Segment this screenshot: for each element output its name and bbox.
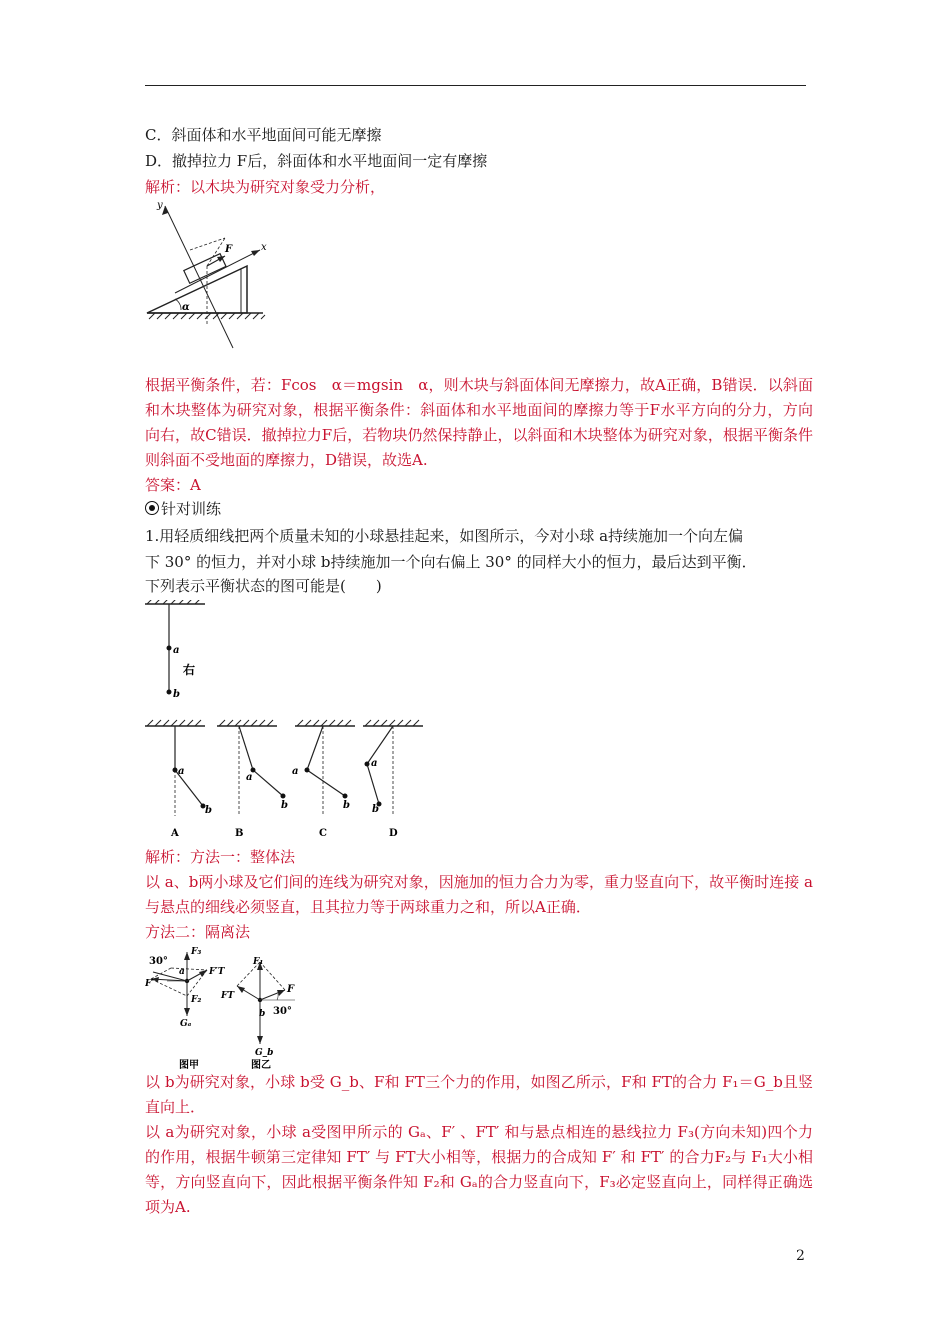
option-b-figure: [235, 726, 288, 839]
force-f-label: F: [225, 244, 233, 255]
f2-label: F₂: [191, 995, 202, 1005]
top-ball-a: a: [173, 645, 180, 656]
question1-line2: 下 30° 的恒力，并对小球 b持续施加一个向右偏上 30° 的同样大小的恒力，最后达到平衡．: [145, 553, 757, 571]
method1-heading: 解析：方法一：整体法: [145, 848, 296, 866]
training-heading-text: 针对训练: [161, 500, 222, 518]
analysis-body: 根据平衡条件，若：Fcos α＝mgsin α，则木块与斜面体间无摩擦力，故A正确，B错误．以斜面和木块整体为研究对象，根据平衡条件：斜面体和水平地面间的摩擦力等于F水平方向的分力，方向向右，故C错误．撤掉拉力F后，若物块仍然保持静止，以斜面和木块整体为研究对象，根据平衡条件则斜面不受地面的摩擦力，D错误，故选A.: [145, 376, 813, 469]
fprime-label: F′: [145, 979, 154, 989]
question1-line3: 下列表示平衡状态的图可能是( ): [145, 577, 382, 595]
x-axis-label: x: [261, 242, 267, 253]
option-d: D．撤掉拉力 F后，斜面体和水平地面间一定有摩擦: [145, 152, 488, 170]
question-setup-figure: [145, 600, 215, 709]
svg-text:b: b: [205, 805, 212, 816]
option-d-figure: [365, 726, 399, 839]
ball-a-label: a: [179, 967, 185, 977]
caption-yi: 图乙: [251, 1060, 271, 1069]
f3-label: F₃: [191, 947, 202, 957]
top-ball-b: b: [173, 689, 180, 700]
angle-b-label: 30°: [273, 1006, 292, 1017]
ftprime-label: F′T: [209, 967, 225, 977]
header-rule: [145, 85, 806, 86]
page-number: 2: [796, 1248, 805, 1264]
svg-text:a: a: [292, 766, 299, 777]
svg-text:b: b: [281, 800, 288, 811]
ft-label: FT: [221, 991, 235, 1001]
svg-text:b: b: [343, 800, 350, 811]
caption-jia: 图甲: [179, 1060, 199, 1069]
angle-alpha-label: α: [182, 302, 190, 313]
svg-text:b: b: [372, 804, 379, 815]
method2-heading: 方法二：隔离法: [145, 923, 251, 941]
option-d-label: D: [389, 828, 398, 839]
svg-text:a: a: [371, 758, 378, 769]
svg-text:a: a: [246, 772, 253, 783]
question1-line1: 1.用轻质细线把两个质量未知的小球悬挂起来，如图所示，今对小球 a持续施加一个向左偏: [145, 527, 744, 545]
y-axis-label: y: [157, 200, 163, 211]
option-b-label: B: [235, 828, 244, 839]
svg-text:a: a: [178, 766, 185, 777]
ball-b-label: b: [259, 1009, 266, 1019]
options-figure: [145, 718, 425, 847]
option-c-label: C: [319, 828, 327, 839]
bullet-icon: [145, 501, 159, 515]
analysis-body2: 以 b为研究对象，小球 b受 G_b、F和 FT三个力的作用，如图乙所示，F和 FT的合力 F₁＝G_b且竖直向上．: [145, 1073, 813, 1116]
option-c-figure: [292, 726, 350, 839]
gb-label: G_b: [255, 1048, 274, 1058]
analysis-body3: 以 a为研究对象，小球 a受图甲所示的 Gₐ、F′ 、FT′ 和与悬点相连的悬线拉力 F₃(方向未知)四个力的作用，根据牛顿第三定律知 FT′ 与 FT大小相等，根据力的合成知 F′ 和 FT′ 的合力F₂与 F₁大小相等，方向竖直向下，因此根据平衡条件知 F₂和 Gₐ的合力竖直向下，F₃必定竖直向上，同样得正确选项为A.: [145, 1123, 813, 1216]
incline-force-diagram: [145, 198, 270, 357]
f-label: F: [287, 984, 295, 995]
top-right-label: 右: [183, 663, 196, 677]
method1-body: 以 a、b两小球及它们间的连线为研究对象，因施加的恒力合力为零，重力竖直向下，故平衡时连接 a与悬点的细线必须竖直，且其拉力等于两球重力之和，所以A正确．: [145, 873, 813, 916]
training-heading: [145, 497, 815, 522]
angle-a-label: 30°: [149, 956, 168, 967]
f1-label: F₁: [253, 957, 264, 967]
answer: 答案：A: [145, 476, 201, 494]
option-c: C．斜面体和水平地面间可能无摩擦: [145, 126, 382, 144]
analysis-intro: 解析：以木块为研究对象受力分析，: [145, 178, 386, 196]
option-a-label: A: [171, 828, 179, 839]
ga-label: Gₐ: [180, 1019, 192, 1029]
isolation-force-diagram: [145, 944, 330, 1073]
option-a-figure: [170, 726, 212, 839]
